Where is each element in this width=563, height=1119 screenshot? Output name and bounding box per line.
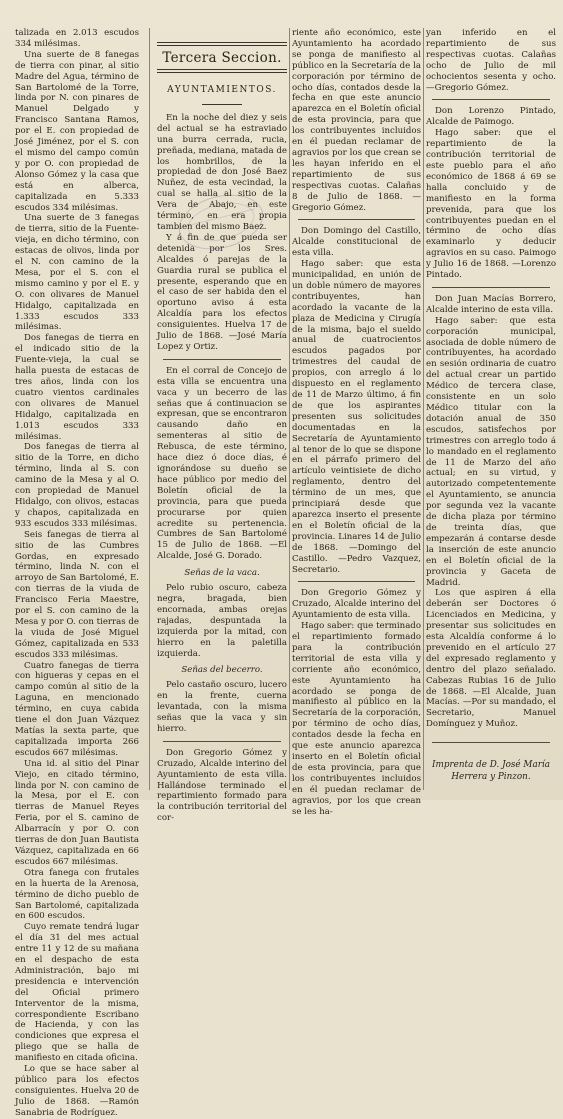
subheading: Señas del becerro. [181, 665, 263, 676]
paragraph: En el corral de Concejo de esta villa se encuentra una vaca y un becerro de las señas que á continuacion se expresan, que se encontraron causando daño en sementeras al sitio de Rebusca, de este término, hace diez ó doce días, é ignorándose su dueño se hace público por medio del Boletín oficial de la provincia, para que pueda procurarse por quien acredite su pertenencia. Cumbres de San Bartolomé 15 de Julio de 1868. —El Alcalde, José G. Dorado. [157, 365, 287, 562]
paragraph: Hago saber: que terminado el repartimiento formado para la contribución territorial de esta villa y corriente año económico, este Ayuntamiento ha acordado se ponga de manifiesto al público en la Secretaría de la corporación, por término de ocho días, contados desde la fecha en que este anuncio aparezca inserto en el Boletín oficial de esta provincia, para que los contribuyentes incluidos en él puedan reclamar de agravios, por los que crean se les ha- [292, 621, 421, 817]
imprint-line: Herrera y Pinzon. [451, 772, 531, 783]
paragraph: Hago saber: que el repartimiento de la contribución territorial de este pueblo para el año económico de 1868 á 69 se halla concluido y de manifiesto en la forma prevenida, para que los contribuyentes puedan en el término de ocho días examinarlo y deducir agravios en su caso. Paimogo y Julio 16 de 1868. —Lorenzo Pintado. [426, 128, 556, 281]
divider [298, 219, 415, 220]
divider [202, 104, 242, 105]
paragraph: Cuyo remate tendrá lugar el día 31 del mes actual entre 11 y 12 de su mañana en el despacho de esta Administración, bajo mi presidencia e intervención del Oficial primero Interventor de la misma, correspondiente Escribano de Hacienda, y con las condiciones que expresa el pliego que se halla de manifiesto en citada oficina. [15, 922, 139, 1064]
paragraph: Y á fin de que pueda ser detenida por los Sres. Alcaldes ó parejas de la Guardia rural se publica el presente, esperando que en el caso de ser habida den el oportuno aviso á esta Alcaldía para los efectos consiguientes. Huelva 17 de Julio de 1868. —José María Lopez y Ortiz. [157, 232, 287, 352]
column-rule [149, 28, 150, 790]
section-subtitle: AYUNTAMIENTOS. [167, 85, 277, 95]
notice-heading: Don Gregorio Gómez y Cruzado, Alcalde interino del Ayuntamiento de esta villa. [292, 588, 421, 621]
paragraph: Hago saber: que esta municipalidad, en unión de un doble número de mayores contribuyentes, han acordado la vacante de la plaza de Medicina y Cirugía de la misma, bajo el sueldo anual de cuatrocientos escudos pagados por trimestres del caudal de propios, con arreglo á lo dispuesto en el reglamento de 11 de Marzo último, á fin de que los aspirantes presenten sus solicitudes documentadas en la Secretaría de Ayuntamiento al tenor de lo que se dispone en el párrafo primero del artículo veintisiete de dicho reglamento, dentro del término de un mes, que principiará desde que aparezca inserto el presente en el Boletín oficial de la provincia. Linares 14 de Julio de 1868. —Domingo del Castillo. —Pedro Vazquez, Secretario. [292, 259, 421, 575]
paragraph: Pelo rubio oscuro, cabeza negra, bragada, bien encornada, ambas orejas rajadas, despuntada la izquierda por la mitad, con hierro en la paletilla izquierda. [157, 583, 287, 659]
column-rule [423, 28, 424, 790]
divider [163, 741, 281, 742]
notice-heading: Don Lorenzo Pintado, Alcalde de Paimogo. [426, 106, 556, 128]
paragraph: Dos fanegas de tierra en el indicado sitio de la Fuente-vieja, la cual se halla puesta de estacas de tres años, linda con los cuatro vientos cardinales con olivares de Manuel Hidalgo, capitalizada en 1.013 escudos 333 milésimas. [15, 333, 139, 442]
subheading: Señas de la vaca. [184, 568, 260, 579]
paragraph: talizada en 2.013 escudos 334 milésimas. [15, 28, 139, 49]
column-3 [292, 28, 421, 817]
paragraph: Dos fanegas de tierra al sitio de la Torre, en dicho término, linda al S. con camino de la Mesa y al O. con propiedad de Manuel Hidalgo, con olivos, estacas y chapos, capitalizada en 933 escudos 333 milésimas. [15, 442, 139, 529]
divider [432, 742, 550, 743]
paragraph: Don Gregorio Gómez y Cruzado, Alcalde interino del Ayuntamiento de esta villa. Hallándose terminado el repartimiento formado para la contribución territorial del cor- [157, 747, 287, 824]
paragraph: Hago saber: que esta corporación municipal, asociada de doble número de contribuyentes, ha acordado en sesión ordinaria de cuatro del actual crear un partido Médico de tercera clase, consistente en un solo Médico titular con la dotación anual de 350 escudos, satisfechos por trimestres con arreglo todo á lo mandado en el reglamento de 11 de Marzo del año actual; en su virtud, y autorizado competentemente el Ayuntamiento, se anuncia por segunda vez la vacante de dicha plaza por término de treinta días, que empezarán á contarse desde la inserción de este anuncio en el Boletín oficial de la provincia y Gaceta de Madrid. [426, 315, 556, 588]
column-4 [426, 28, 556, 792]
paragraph: Seis fanegas de tierra al sitio de las Cumbres Gordas, en expresado término, linda N. con el arroyo de San Bartolomé, E. con tierras de la viuda de Francisco Feria Maestre, por el S. con camino de la Mesa y por O. con tierras de la viuda de José Miguel Gómez, capitalizada en 533 escudos 333 milésimas. [15, 529, 139, 660]
paragraph: Pelo castaño oscuro, lucero en la frente, cuerna levantada, con la misma señas que la vaca y sin hierro. [157, 680, 287, 734]
paragraph: Una suerte de 8 fanegas de tierra con pinar, al sitio Madre del Agua, término de San Bartolomé de la Torre, linda por N. con pinares de Manuel Delgado y Francisco Santana Ramos, por el E. con propiedad de José Jiménez, por el S. con el mismo del campo común y por O. con propiedad de Alonso Gómez y la casa que está en alberca, capitalizada en 5.333 escudos 334 milésimas. [15, 49, 139, 213]
column-2 [157, 28, 287, 824]
paragraph: Los que aspiren á ella deberán ser Doctores ó Licenciados en Medicina, y presentar sus solicitudes en esta Alcaldía conforme á lo prevenido en el artículo 27 del expresado reglamento y dentro del plazo señalado. Cabezas Rubias 16 de Julio de 1868. —El Alcalde, Juan Macías. —Por su mandado, el Secretario, Manuel Domínguez y Muñoz. [426, 588, 556, 730]
notice-heading: Don Domingo del Castillo, Alcalde constitucional de esta villa. [292, 226, 421, 259]
paragraph: Una suerte de 3 fanegas de tierra, sitio de la Fuente-vieja, en dicho término, con estacas de olivos, linda por el N. con camino de la Mesa, por el S. con el mismo camino y por el E. y O. con olivares de Manuel Hidalgo, capitalizada en 1.333 escudos 333 milésimas. [15, 213, 139, 333]
paragraph: riente año económico, este Ayuntamiento ha acordado se ponga de manifiesto al público en la Secretaría de la corporación por término de ocho días, contados desde la fecha en que este anuncio aparezca en el Boletín oficial de esta provincia, para que los contribuyentes incluidos en él puedan reclamar de agravios por los que crean se les hayan inferido en el repartimiento de sus respectivas cuotas. Calañas 8 de Julio de 1868. —Gregorio Gómez. [292, 28, 421, 213]
paragraph: yan inferido en el repartimiento de sus respectivas cuotas. Calañas ocho de Julio de mil ochocientos sesenta y ocho. —Gregorio Gómez. [426, 28, 556, 93]
divider [432, 287, 550, 288]
notice-heading: Don Juan Macías Borrero, Alcalde interino de esta villa. [426, 293, 556, 315]
column-rule [289, 28, 290, 790]
divider [163, 359, 281, 360]
paragraph: Una id. al sitio del Pinar Viejo, en citado término, linda por N. con camino de la Mesa, por el E. con tierras de Manuel Reyes Feria, por el S. camino de Albarracín y por O. con tierras de don Juan Bautista Vázquez, capitalizada en 66 escudos 667 milésimas. [15, 758, 139, 867]
paragraph: Lo que se hace saber al público para los efectos consiguientes. Huelva 20 de Julio de 1868. —Ramón Sanabria de Rodríguez. [15, 1064, 139, 1118]
column-1 [15, 28, 139, 1118]
paragraph: Otra fanega con frutales en la huerta de la Arenosa, término de dicho pueblo de San Bartolomé, capitalizada en 600 escudos. [15, 867, 139, 922]
paragraph: En la noche del diez y seis del actual se ha estraviado una burra cerrada, rucia, preñada, mediana, matada de los hombrillos, de la propiedad de don José Baez Nuñez, de esta vecindad, la cual se halla al sitio de la Vera de Abajo, en este término, en era propia tambien del mismo Baez. [157, 112, 287, 232]
section-rule [157, 69, 287, 73]
paragraph: Cuatro fanegas de tierra con higueras y cepas en el campo común al sitio de la Laguna, en mencionado término, en cuya cabida tiene el don Juan Vázquez Matías la sexta parte, que capitalizada importa 266 escudos 667 milésimas. [15, 660, 139, 758]
imprint-line: Imprenta de D. José María [432, 760, 550, 771]
section-title: Tercera Seccion. [162, 50, 282, 66]
divider [432, 99, 550, 100]
section-rule [157, 42, 287, 46]
divider [298, 581, 415, 582]
